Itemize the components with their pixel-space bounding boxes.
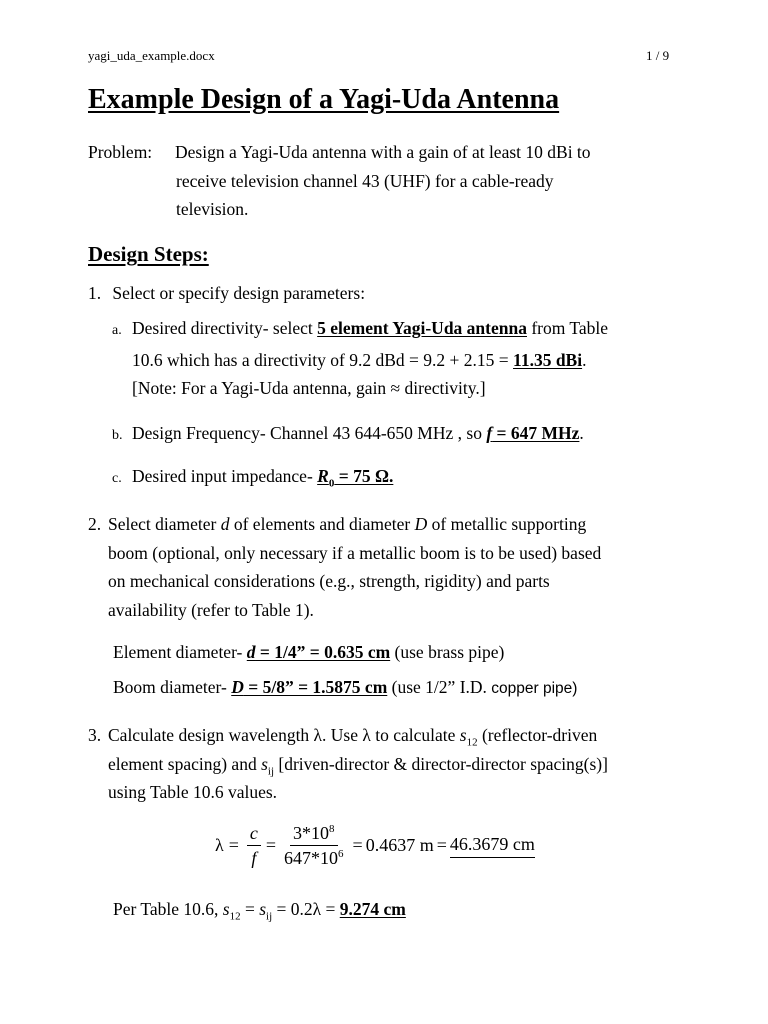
spacing-sij-var: s <box>261 753 268 774</box>
boom-diameter-label: Boom diameter- <box>113 677 232 697</box>
spacing-sij-sub: ij <box>267 765 275 777</box>
step-2-line-1-b: of elements and diameter <box>229 514 415 534</box>
step-1 <box>88 279 688 308</box>
step-1b-text-end: . <box>579 423 584 443</box>
eq-result-meters: 0.4637 m <box>365 835 434 855</box>
per-table-line <box>113 895 406 924</box>
step-3-line-1 <box>108 721 688 750</box>
element-diameter-var: d <box>246 642 256 662</box>
frequency-value: = 647 MHz <box>492 423 580 443</box>
problem-label: Problem: <box>88 142 153 162</box>
eq-denominator-exp: 6 <box>338 848 344 860</box>
step-1b <box>112 419 688 451</box>
step-1c <box>112 462 688 494</box>
wavelength-equation <box>215 822 535 869</box>
boom-diameter-value <box>231 677 387 697</box>
per-table-sij-sub: ij <box>266 910 273 923</box>
element-diameter-value <box>247 642 390 662</box>
step-2-line-4: availability (refer to Table 1). <box>108 599 314 620</box>
eq-numerator: 3*10 <box>293 823 330 843</box>
step-1a-text-end: from Table <box>526 318 609 338</box>
eq-equals-3: = <box>352 835 363 855</box>
step-3-line-1-a: Calculate design wavelength λ. Use λ to calculate <box>108 725 460 745</box>
step-1-text: Select or specify design parameters: <box>112 283 366 303</box>
spacing-result-value: 9.274 cm <box>339 899 406 919</box>
step-1b-label: b. <box>112 428 123 443</box>
frequency-symbol: f <box>486 423 493 443</box>
eq-lambda: λ <box>215 835 224 855</box>
per-table-sij: s <box>259 899 267 919</box>
per-table-s12: s <box>222 899 230 919</box>
step-2-line-2: boom (optional, only necessary if a metallic boom is to be used) based <box>108 542 602 563</box>
eq-equals-2: = <box>265 835 277 855</box>
step-2-line-1-a: Select diameter <box>108 514 221 534</box>
page-title: Example Design of a Yagi-Uda Antenna <box>88 84 560 115</box>
step-1a-label: a. <box>112 323 122 338</box>
step-1-number: 1. <box>88 283 102 303</box>
per-table-eq-2: = 0.2λ = <box>272 899 340 919</box>
spacing-s12-sub: 12 <box>466 736 478 749</box>
step-3-line-2-b: [driven-director & director-director spacing(s)] <box>274 753 608 774</box>
step-1a-line-2: 10.6 which has a directivity of 9.2 dBd = 9.2 + 2.15 = <box>132 349 514 370</box>
step-2-line-1-c: of metallic supporting <box>427 514 587 534</box>
step-1a-antenna-choice: 5 element Yagi-Uda antenna <box>317 318 527 338</box>
eq-equals-4: = <box>436 835 447 855</box>
per-table-prefix: Per Table 10.6, <box>113 899 223 919</box>
step-3-line-2-a: element spacing) and <box>108 753 262 774</box>
step-1c-text: Desired input impedance- <box>132 466 318 486</box>
step-3-line-2 <box>108 750 688 779</box>
eq-fraction-numbers <box>281 822 347 869</box>
step-1a <box>112 314 688 403</box>
problem-line-3: television. <box>176 199 249 219</box>
boom-diameter-note-b: copper pipe) <box>491 680 578 697</box>
step-2-number: 2. <box>88 514 102 534</box>
eq-f: f <box>251 848 257 868</box>
problem-line-1: Design a Yagi-Uda antenna with a gain of at least 10 dBi to <box>175 142 591 162</box>
boom-diameter-var: D <box>231 677 244 697</box>
eq-fraction-c-over-f <box>247 822 261 869</box>
eq-c: c <box>249 823 258 843</box>
document-filename: yagi_uda_example.docx <box>88 48 215 63</box>
step-3 <box>88 721 688 807</box>
problem-statement <box>88 138 688 224</box>
boom-diameter-symbol: D <box>414 514 428 534</box>
step-2 <box>88 510 688 624</box>
element-diameter-label: Element diameter- <box>113 642 247 662</box>
step-1b-frequency-value <box>486 423 579 443</box>
element-diameter-symbol: d <box>220 514 230 534</box>
step-1a-directivity-value: 11.35 dBi <box>513 349 583 370</box>
design-steps-heading: Design Steps: <box>88 242 209 266</box>
step-1a-note: [Note: For a Yagi-Uda antenna, gain ≈ directivity.] <box>132 378 486 398</box>
impedance-symbol: R <box>317 466 329 486</box>
step-1a-text: Desired directivity- select <box>132 318 318 338</box>
boom-diameter-number: = 5/8” = 1.5875 cm <box>243 677 388 697</box>
per-table-eq-1: = <box>240 899 260 919</box>
step-1a-line-2-end: . <box>582 349 587 370</box>
page-number: 1 / 9 <box>646 48 670 63</box>
element-diameter-line <box>113 638 504 667</box>
step-3-number: 3. <box>88 725 102 745</box>
step-3-line-1-b: (reflector-driven <box>477 725 598 745</box>
element-diameter-note: (use brass pipe) <box>390 642 505 662</box>
boom-diameter-note-a: (use 1/2” I.D. <box>387 677 492 697</box>
problem-line-2: receive television channel 43 (UHF) for a cable-ready <box>176 170 554 191</box>
step-1b-text: Design Frequency- Channel 43 644-650 MHz , so <box>132 423 487 443</box>
eq-numerator-exp: 8 <box>329 823 335 835</box>
impedance-subscript: 0 <box>328 477 335 490</box>
step-1c-text-end: . <box>388 466 394 486</box>
eq-equals-1: = <box>228 835 239 855</box>
step-1c-impedance-value <box>317 466 389 490</box>
step-2-line-1 <box>108 510 688 539</box>
spacing-s12-var: s <box>459 725 467 745</box>
eq-denominator: 647*10 <box>284 848 339 868</box>
impedance-value: = 75 Ω <box>334 466 389 486</box>
per-table-s12-sub: 12 <box>229 910 241 923</box>
step-3-line-3: using Table 10.6 values. <box>108 782 278 802</box>
eq-result-centimeters: 46.3679 cm <box>450 834 535 858</box>
step-2-line-3: on mechanical considerations (e.g., strength, rigidity) and parts <box>108 571 550 591</box>
boom-diameter-line <box>113 673 577 704</box>
element-diameter-number: = 1/4” = 0.635 cm <box>255 642 391 662</box>
step-1c-label: c. <box>112 471 122 486</box>
